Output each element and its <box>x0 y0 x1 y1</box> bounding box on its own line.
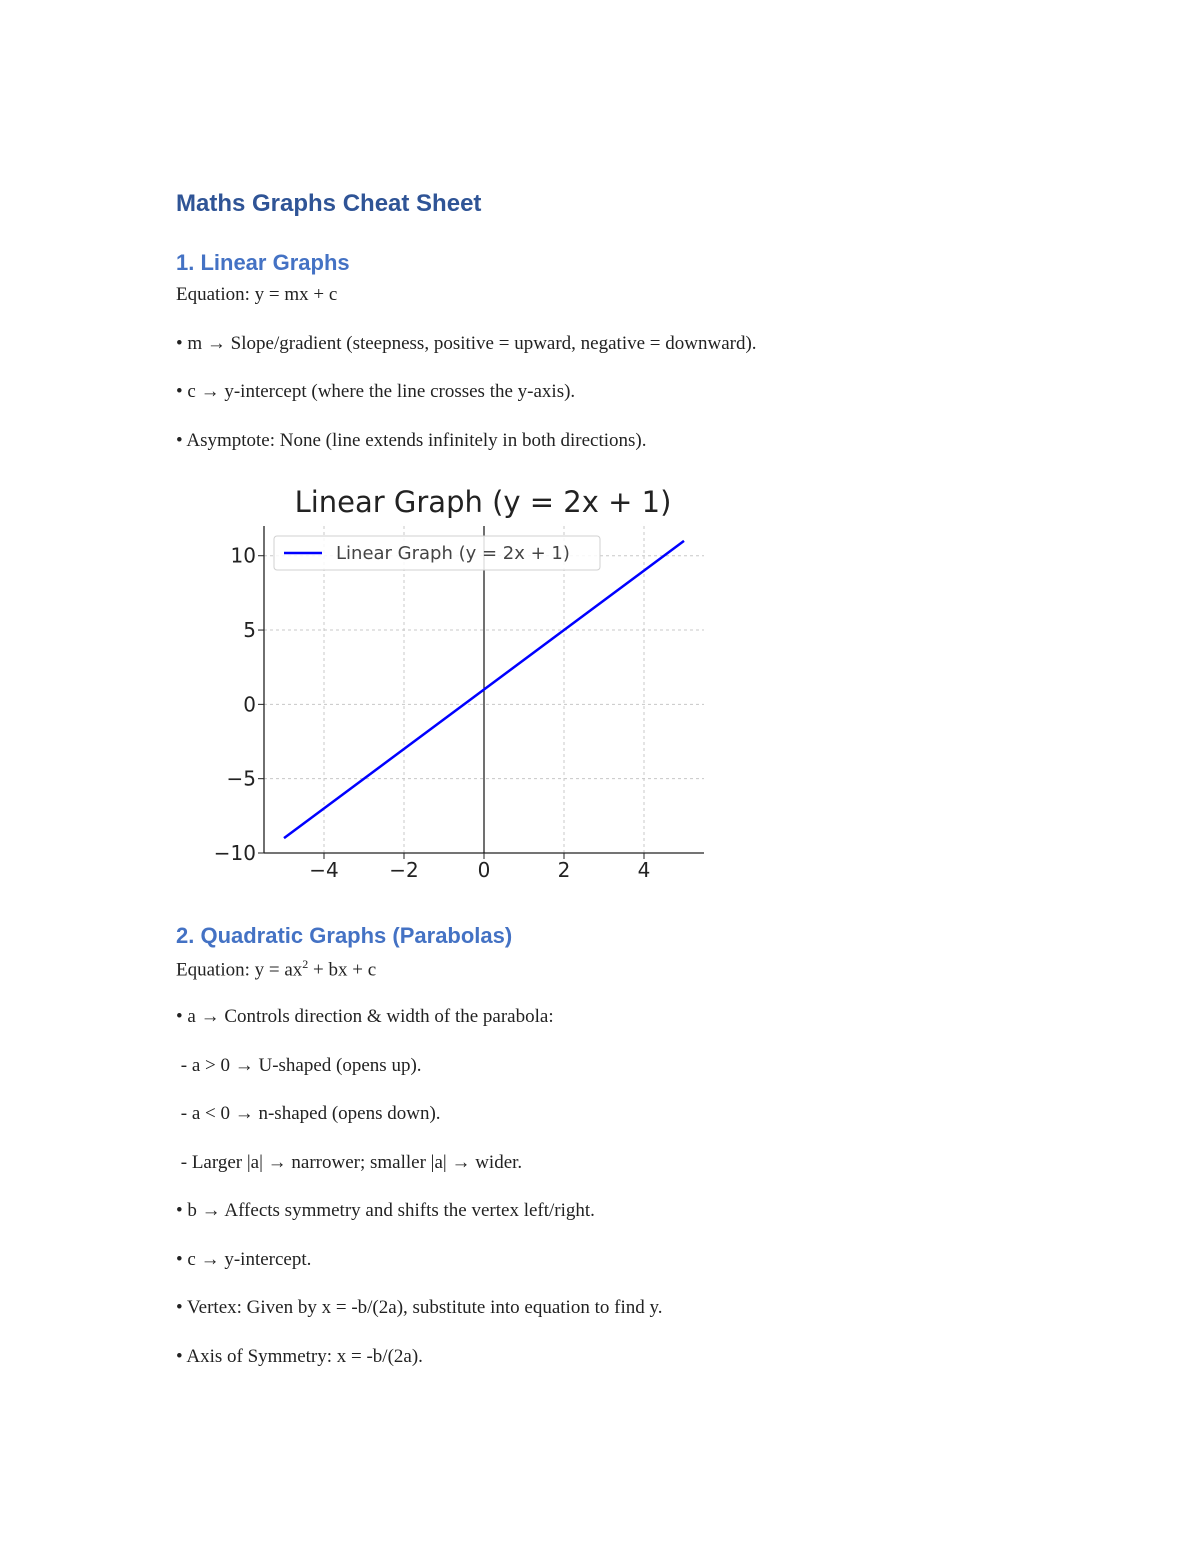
equation-prefix: Equation: y = ax <box>176 959 303 981</box>
x-tick-label: 4 <box>637 858 651 882</box>
linear-equation: Equation: y = mx + c <box>176 284 338 305</box>
x-tick-label: −2 <box>389 858 419 882</box>
equation-exponent: 2 <box>302 957 309 971</box>
y-tick-label: 5 <box>243 618 256 643</box>
list-item: • m → Slope/gradient (steepness, positive = upward, negative = downward). <box>176 333 757 354</box>
section-heading-linear: 1. Linear Graphs <box>176 250 350 275</box>
y-tick-label: −5 <box>226 766 256 791</box>
list-item: • Axis of Symmetry: x = -b/(2a). <box>176 1346 423 1367</box>
list-item: - Larger |a| → narrower; smaller |a| → wider. <box>176 1152 523 1173</box>
list-item: • Asymptote: None (line extends infinitely in both directions). <box>176 430 647 451</box>
x-tick-label: 0 <box>477 858 491 882</box>
list-item: - a < 0 → n-shaped (opens down). <box>176 1103 441 1124</box>
list-item: • a → Controls direction & width of the parabola: <box>176 1006 554 1027</box>
y-tick-label: 0 <box>243 692 256 717</box>
list-item: • c → y-intercept. <box>176 1249 312 1270</box>
section-heading-quadratic: 2. Quadratic Graphs (Parabolas) <box>176 923 513 948</box>
linear-graph-chart <box>196 478 716 888</box>
y-tick-label: −10 <box>213 841 256 865</box>
legend-label: Linear Graph (y = 2x + 1) <box>336 543 570 564</box>
list-item: - a > 0 → U-shaped (opens up). <box>176 1055 422 1076</box>
y-tick-label: 10 <box>230 543 256 568</box>
list-item: • b → Affects symmetry and shifts the vertex left/right. <box>176 1200 595 1221</box>
page-title: Maths Graphs Cheat Sheet <box>176 190 482 217</box>
chart-title: Linear Graph (y = 2x + 1) <box>294 485 672 519</box>
x-tick-label: −4 <box>309 858 339 882</box>
quadratic-equation <box>176 957 376 981</box>
equation-suffix: + bx + c <box>308 959 377 981</box>
x-tick-label: 2 <box>557 858 571 882</box>
list-item: • c → y-intercept (where the line crosses the y-axis). <box>176 381 576 402</box>
list-item: • Vertex: Given by x = -b/(2a), substitute into equation to find y. <box>176 1297 663 1318</box>
